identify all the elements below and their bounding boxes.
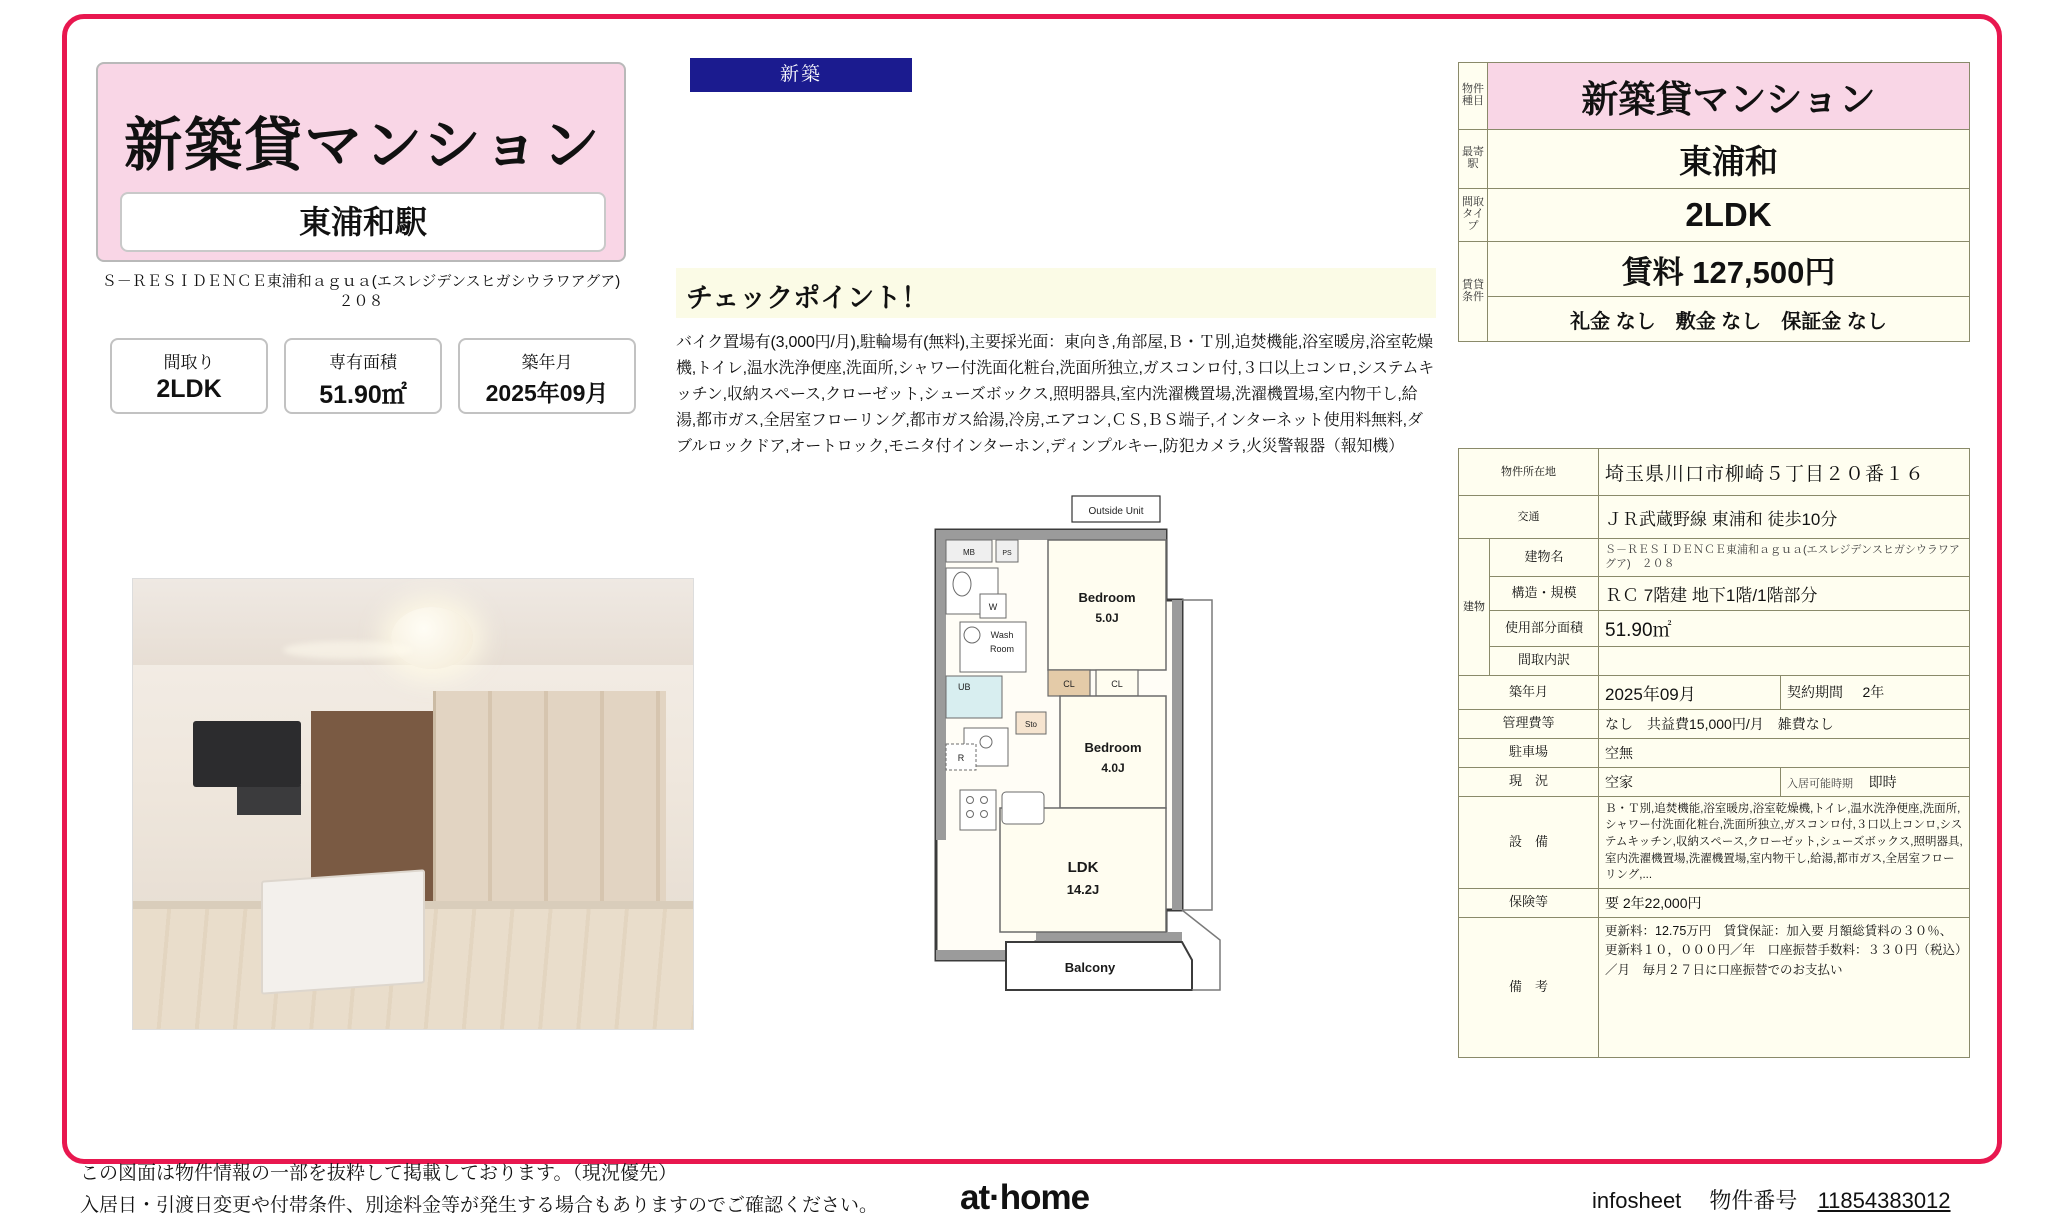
summary-row-rent [1459,242,1970,297]
spec-row [110,338,636,414]
detail-value-status: 空家 [1599,767,1781,796]
svg-text:5.0J: 5.0J [1095,611,1119,625]
spec-layout-label: 間取り [163,353,215,372]
detail-row-building-name [1459,539,1970,577]
detail-row-built [1459,675,1970,709]
svg-text:Bedroom: Bedroom [1078,590,1136,605]
athome-logo: at·home [960,1178,1090,1217]
svg-text:4.0J: 4.0J [1101,761,1125,775]
detail-label-parking: 駐車場 [1459,738,1599,767]
detail-row-parking [1459,738,1970,767]
detail-label-traffic: 交通 [1459,496,1599,539]
summary-row-type [1459,63,1970,130]
spec-area [284,338,442,414]
svg-text:CL: CL [1111,679,1123,689]
property-no-value: 11854383012 [1817,1188,1951,1213]
summary-label-type: 物件種目 [1459,63,1488,130]
spec-area-value: 51.90㎡ [319,381,407,409]
svg-text:R: R [957,753,965,763]
spec-area-label: 専有面積 [329,353,397,372]
detail-label-insurance: 保険等 [1459,888,1599,917]
detail-label-building-name: 建物名 [1490,539,1599,577]
room-number-text: ２０８ [338,293,384,311]
detail-table [1458,448,1970,1058]
summary-row-layout [1459,189,1970,242]
detail-value-plan [1599,646,1970,675]
station-box [120,192,606,252]
building-name-left [96,272,626,313]
detail-value-equip: Ｂ・Ｔ別,追焚機能,浴室暖房,浴室乾燥機,トイレ,温水洗浄便座,洗面所,シャワー付洗面化粧台,洗面所独立,ガスコンロ付,３口以上コンロ,システムキッチン,収納スペース,クローゼット,シューズボックス,照明器具,室内洗濯機置場,洗濯機置場,室内物干し,給湯,都市ガス,全居室フローリング,... [1599,796,1970,888]
detail-row-address [1459,449,1970,496]
svg-text:LDK: LDK [1067,859,1099,876]
checkpoint-title: チェックポイント！ [686,283,929,313]
footer-note-2: 入居日・引渡日変更や付帯条件、別途料金等が発生する場合もありますのでご確認ください。 [80,1195,879,1216]
detail-label-plan: 間取内訳 [1490,646,1599,675]
title-box [96,62,626,262]
svg-text:CL: CL [1063,679,1075,689]
summary-value-station: 東浦和 [1488,130,1970,189]
summary-label-layout: 間取タイプ [1459,189,1488,242]
detail-value-remarks: 更新料：12.75万円 賃貸保証：加入要 月額総賃料の３０％、更新料１０，０００円／年 口座振替手数料：３３０円（税込）／月 毎月２７日に口座振替でのお支払い [1599,917,1970,1057]
summary-value-rent: 賃料 127,500円 [1488,242,1970,297]
svg-text:PS: PS [1002,550,1012,557]
summary-label-rent: 賃貸条件 [1459,242,1488,342]
summary-value-fees: 礼金 なし 敷金 なし 保証金 なし [1488,297,1970,342]
detail-label-equip: 設 備 [1459,796,1599,888]
floorplan [920,490,1250,1110]
summary-value-layout: 2LDK [1488,189,1970,242]
detail-value-contract: 2年 [1862,684,1885,701]
detail-label-building: 建物 [1459,539,1490,676]
detail-row-area [1459,610,1970,646]
svg-text:Outside Unit: Outside Unit [1088,506,1144,517]
detail-label-area: 使用部分面積 [1490,610,1599,646]
building-name-text: Ｓ－ＲＥＳＩＤＥＮＣＥ東浦和ａｇｕａ(エスレジデンスヒガシウラワアグア) [101,273,621,290]
detail-row-structure [1459,576,1970,610]
detail-value-parking: 空無 [1599,738,1970,767]
new-badge [690,58,912,92]
spec-layout-value: 2LDK [156,375,222,403]
detail-label-contract: 契約期間 [1787,684,1844,701]
detail-label-mgmt: 管理費等 [1459,709,1599,738]
detail-row-plan [1459,646,1970,675]
spec-built [458,338,636,414]
detail-label-status: 現 況 [1459,767,1599,796]
infosheet-label: infosheet [1592,1188,1682,1213]
summary-row-station [1459,130,1970,189]
summary-label-station: 最寄駅 [1459,130,1488,189]
new-badge-label: 新築 [779,64,822,85]
svg-text:14.2J: 14.2J [1066,882,1100,897]
ceiling-light-icon [391,607,473,669]
svg-text:Sto: Sto [1024,720,1038,729]
spec-layout [110,338,268,414]
page-title: 新築貸マンション [124,113,602,178]
svg-text:W: W [988,602,998,612]
detail-value-movein: 即時 [1868,773,1897,790]
interior-photo [132,578,694,1030]
detail-label-built: 築年月 [1459,675,1599,709]
detail-value-area: 51.90㎡ [1599,610,1970,646]
detail-row-mgmt [1459,709,1970,738]
footer-note-1: この図面は物件情報の一部を抜粋して掲載しております。（現況優先） [80,1163,677,1184]
detail-value-mgmt: なし 共益費15,000円/月 雑費なし [1599,709,1970,738]
detail-value-structure: ＲＣ 7階建 地下1階/1階部分 [1599,576,1970,610]
property-no-label: 物件番号 [1709,1188,1798,1213]
detail-row-status [1459,767,1970,796]
detail-value-traffic: ＪＲ武蔵野線 東浦和 徒歩10分 [1599,496,1970,539]
detail-row-insurance [1459,888,1970,917]
detail-contract-cell [1781,675,1970,709]
detail-label-address: 物件所在地 [1459,449,1599,496]
svg-text:MB: MB [963,548,975,557]
infosheet-block [1592,1184,1951,1215]
checkpoint-body: バイク置場有(3,000円/月),駐輪場有(無料),主要採光面：東向き,角部屋,Ｂ・Ｔ別,追焚機能,浴室暖房,浴室乾燥機,トイレ,温水洗浄便座,洗面所,シャワー付洗面化粧台,洗面所独立,ガスコンロ付,３口以上コンロ,システムキッチン,収納スペース,クローゼット,シューズボックス,照明器具,室内洗濯機置場,洗濯機置場,室内物干し,給湯,都市ガス,全居室フローリング,都市ガス給湯,冷房,エアコン,ＣＳ,ＢＳ端子,インターネット使用料無料,ダブルロックドア,オートロック,モニタ付インターホン,ディンプルキー,防犯カメラ,火災警報器（報知機） [676,334,1435,455]
detail-label-movein: 入居可能時期 [1787,777,1854,790]
detail-label-structure: 構造・規模 [1490,576,1599,610]
detail-row-remarks [1459,917,1970,1057]
summary-table [1458,62,1970,342]
station-name: 東浦和駅 [298,204,427,240]
svg-text:UB: UB [958,682,971,692]
detail-label-remarks: 備 考 [1459,917,1599,1057]
detail-movein-cell [1781,767,1970,796]
summary-row-fees [1459,297,1970,342]
summary-value-type: 新築貸マンション [1488,63,1970,130]
spec-built-value: 2025年09月 [485,380,609,406]
detail-row-equip [1459,796,1970,888]
detail-value-built: 2025年09月 [1599,675,1781,709]
spec-built-label: 築年月 [521,353,573,372]
detail-value-building-name: Ｓ－ＲＥＳＩＤＥＮＣＥ東浦和ａｇｕａ(エスレジデンスヒガシウラワアグア) ２０８ [1599,539,1970,577]
svg-text:Wash: Wash [990,630,1014,640]
detail-row-traffic [1459,496,1970,539]
svg-text:Bedroom: Bedroom [1084,740,1142,755]
detail-value-insurance: 要 2年22,000円 [1599,888,1970,917]
svg-text:Room: Room [989,644,1015,654]
svg-text:Balcony: Balcony [1064,960,1116,975]
detail-value-address: 埼玉県川口市柳崎５丁目２０番１６ [1599,449,1970,496]
